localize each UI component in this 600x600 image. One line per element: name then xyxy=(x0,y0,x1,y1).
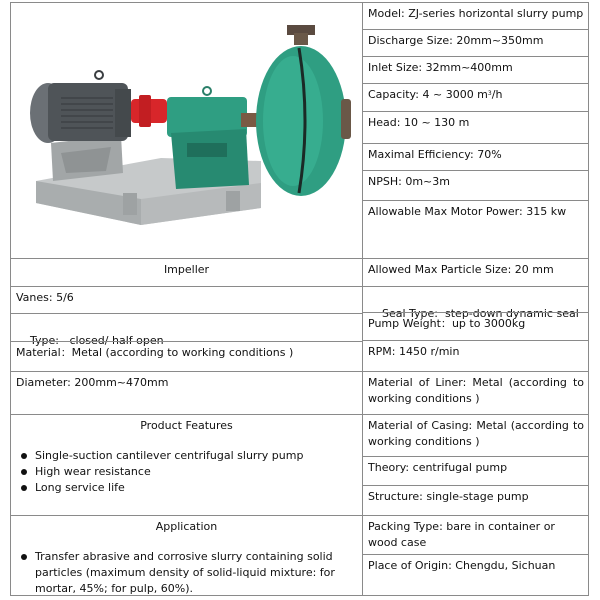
spec-value: 10 ~ 130 m xyxy=(403,116,470,129)
spec-label: Theory: xyxy=(368,461,410,474)
spec-origin xyxy=(363,554,589,595)
impeller-diameter xyxy=(11,371,362,414)
impeller-row-text: Vanes: 5/6 xyxy=(16,291,74,304)
spec-value: bare in container or wood case xyxy=(368,520,555,549)
spec-particle-size xyxy=(363,258,589,286)
spec-value: Metal (according to working conditions ) xyxy=(368,376,584,405)
feature-item: Long service life xyxy=(16,480,357,496)
spec-value: 20 mm xyxy=(514,263,554,276)
spec-theory xyxy=(363,456,589,485)
slurry-pump-illustration xyxy=(11,3,362,258)
spec-table xyxy=(10,2,589,596)
spec-label: Discharge Size: xyxy=(368,34,453,47)
spec-head xyxy=(363,111,589,143)
application-list xyxy=(16,549,357,597)
spec-value: 20mm~350mm xyxy=(456,34,544,47)
spec-label: Place of Origin: xyxy=(368,559,452,572)
spec-value: 1450 r/min xyxy=(398,345,460,358)
spec-value: 315 kw xyxy=(526,205,567,218)
spec-capacity xyxy=(363,83,589,111)
impeller-row-text: Diameter: 200mm~470mm xyxy=(16,376,169,389)
spec-label: Head: xyxy=(368,116,401,129)
product-image xyxy=(11,3,362,258)
spec-unit: /h xyxy=(491,88,503,101)
features-section xyxy=(11,414,362,515)
superscript: 3 xyxy=(487,90,492,97)
spec-label: Allowed Max Particle Size: xyxy=(368,263,512,276)
spec-inlet-size xyxy=(363,56,589,83)
spec-seal-type xyxy=(363,286,589,320)
spec-label: RPM: xyxy=(368,345,396,358)
spec-efficiency xyxy=(363,143,589,170)
spec-npsh xyxy=(363,170,589,200)
spec-label: Pump Weight： xyxy=(368,317,452,330)
spec-value: single-stage pump xyxy=(426,490,529,503)
spec-label: Allowable Max Motor Power: xyxy=(368,205,523,218)
spec-label: Seal Type: xyxy=(382,307,439,320)
spec-rpm xyxy=(363,340,589,371)
spec-liner-material xyxy=(363,371,589,414)
spec-structure xyxy=(363,485,589,515)
features-title: Product Features xyxy=(140,419,233,432)
section-title: Impeller xyxy=(163,263,210,276)
impeller-row-text: Material：Metal (according to working conditions ) xyxy=(16,346,294,359)
spec-label: Material of Casing: xyxy=(368,419,473,432)
spec-casing-material xyxy=(363,414,589,456)
spec-label: NPSH: xyxy=(368,175,402,188)
impeller-row-text: Type: closed/ half open xyxy=(30,334,164,347)
impeller-type xyxy=(11,313,362,347)
application-title: Application xyxy=(155,520,218,533)
impeller-heading xyxy=(11,258,362,286)
spec-label: Packing Type: xyxy=(368,520,443,533)
spec-packing-type xyxy=(363,515,589,554)
spec-label: Capacity: xyxy=(368,88,419,101)
spec-discharge-size xyxy=(363,29,589,56)
spec-value: up to 3000kg xyxy=(451,317,526,330)
spec-value: centrifugal pump xyxy=(412,461,508,474)
impeller-vanes xyxy=(11,286,362,313)
spec-label: Structure: xyxy=(368,490,423,503)
spec-value: ZJ-series horizontal slurry pump xyxy=(408,7,584,20)
spec-motor-power xyxy=(363,200,589,258)
spec-value: 32mm~400mm xyxy=(425,61,513,74)
application-section xyxy=(11,515,362,595)
feature-item: Single-suction cantilever centrifugal slurry pump xyxy=(16,448,357,464)
application-item: Transfer abrasive and corrosive slurry containing solid particles (maximum density of solid-liquid mixture: for mortar, 45%; for pulp, 60%). xyxy=(16,549,343,597)
spec-value: Chengdu, Sichuan xyxy=(455,559,556,572)
spec-value: 70% xyxy=(477,148,502,161)
features-list xyxy=(16,448,357,496)
spec-value: 4 ~ 3000 m xyxy=(422,88,488,101)
spec-value: step-down dynamic seal xyxy=(438,307,579,320)
spec-value: 0m~3m xyxy=(405,175,450,188)
spec-label: Inlet Size: xyxy=(368,61,423,74)
spec-model xyxy=(363,3,589,29)
spec-label: Model: xyxy=(368,7,405,20)
spec-label: Maximal Efficiency: xyxy=(368,148,474,161)
impeller-material xyxy=(11,341,362,371)
spec-label: Material of Liner: xyxy=(368,376,467,389)
feature-item: High wear resistance xyxy=(16,464,357,480)
spec-pump-weight xyxy=(363,312,589,340)
spec-value: Metal (according to working conditions ) xyxy=(368,419,584,448)
